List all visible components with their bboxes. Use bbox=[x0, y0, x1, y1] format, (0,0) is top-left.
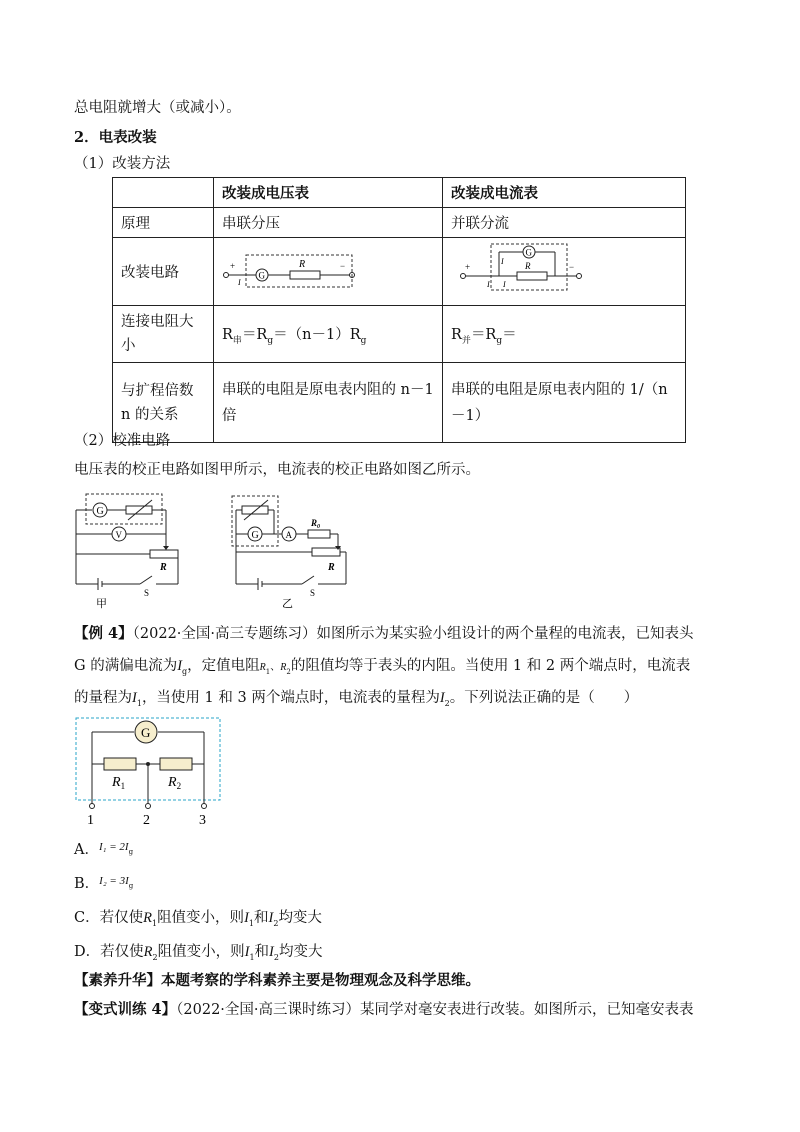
dual-range-ammeter-diagram bbox=[74, 716, 224, 828]
svg-text:G: G bbox=[258, 270, 265, 280]
svg-text:I: I bbox=[487, 280, 490, 289]
example-line-2: G 的满偏电流为$I_g$，定值电阻$R_1$、$R_2$的阻值均等于表头的内阻。当使用 1 和 2 两个端点时，电流表 bbox=[74, 658, 691, 676]
cell-relation-voltage: 串联的电阻是原电表内阻的 n－1 倍 bbox=[214, 363, 443, 443]
table-header-current: 改装成电流表 bbox=[443, 178, 686, 208]
exercise-tag: 【变式训练 4】 bbox=[74, 1001, 177, 1018]
section-heading: 2．电表改装 bbox=[74, 129, 157, 146]
option-a[interactable]: A．$^{I_1 = 2I}_g$ bbox=[74, 841, 134, 858]
svg-text:G: G bbox=[141, 725, 151, 740]
svg-text:G: G bbox=[251, 530, 259, 541]
intro-line: 总电阻就增大（或减小）。 bbox=[74, 100, 241, 116]
svg-text:R1: $R_1$ bbox=[112, 775, 126, 791]
svg-text:R0: $R_0$ bbox=[311, 518, 321, 530]
example-line-1: 【例 4】（2022·全国·高三专题练习）如图所示为某实验小组设计的两个量程的电流表，已知表头 bbox=[74, 625, 694, 642]
example-tag: 【例 4】 bbox=[74, 625, 133, 642]
svg-text:−: − bbox=[340, 260, 346, 271]
svg-text:A: A bbox=[285, 530, 292, 540]
svg-text:I: I bbox=[501, 257, 504, 266]
subheading-calibration: （2）校准电路 bbox=[74, 433, 171, 449]
option-d[interactable]: D．若仅使$R_2$阻值变小，则$I_1$和$I_2$均变大 bbox=[74, 944, 323, 962]
svg-text:R: R bbox=[299, 258, 306, 270]
subheading-method: （1）改装方法 bbox=[74, 156, 171, 172]
row-label-resistance: 连接电阻大小 bbox=[113, 306, 214, 363]
voltmeter-calibration-diagram bbox=[70, 490, 190, 610]
svg-text:S: S bbox=[310, 588, 316, 598]
cell-circuit-voltage bbox=[214, 238, 443, 306]
svg-text:2: 2 bbox=[143, 813, 150, 828]
example-line-3: 的量程为$I_1$，当使用 1 和 3 两个端点时，电流表的量程为$I_2$。下列说法正确的是（ ） bbox=[74, 690, 639, 708]
row-label-principle: 原理 bbox=[113, 208, 214, 238]
cell-resistance-current: $R_并=R_g=$ bbox=[443, 306, 686, 363]
option-c[interactable]: C．若仅使$R_1$阻值变小，则$I_1$和$I_2$均变大 bbox=[74, 910, 322, 928]
svg-text:3: 3 bbox=[199, 813, 206, 828]
svg-text:1: 1 bbox=[87, 813, 94, 828]
svg-text:乙: 乙 bbox=[282, 598, 293, 610]
calibration-description: 电压表的校正电路如图甲所示，电流表的校正电路如图乙所示。 bbox=[74, 462, 480, 478]
svg-text:S: S bbox=[144, 588, 150, 598]
svg-text:R2: $R_2$ bbox=[168, 775, 182, 791]
table-header-empty bbox=[113, 178, 214, 208]
row-label-relation: 与扩程倍数 n 的关系 bbox=[113, 363, 214, 443]
svg-text:−: − bbox=[569, 262, 575, 272]
row-label-circuit: 改装电路 bbox=[113, 238, 214, 306]
svg-text:+: + bbox=[465, 262, 471, 272]
option-b[interactable]: B．$^{I_2 = 3I}_g$ bbox=[74, 875, 134, 892]
cell-resistance-voltage: $R_串=R_g=(n-1)R_g$ bbox=[214, 306, 443, 363]
svg-text:R: R bbox=[160, 562, 167, 573]
cell-principle-voltage: 串联分压 bbox=[214, 208, 443, 238]
svg-text:G: G bbox=[96, 506, 104, 517]
cell-circuit-current bbox=[443, 238, 686, 306]
svg-text:I: I bbox=[238, 277, 241, 287]
svg-text:R: R bbox=[328, 562, 335, 573]
exercise-line: 【变式训练 4】（2022·全国·高三课时练习）某同学对毫安表进行改装。如图所示，已知毫安表表 bbox=[74, 1001, 694, 1018]
svg-text:甲: 甲 bbox=[96, 598, 107, 610]
cell-relation-current: 串联的电阻是原电表内阻的 1/（n－1） bbox=[443, 363, 686, 443]
svg-text:R: R bbox=[525, 261, 531, 271]
table-header-voltage: 改装成电压表 bbox=[214, 178, 443, 208]
ammeter-calibration-diagram bbox=[228, 490, 358, 610]
svg-text:V: V bbox=[115, 530, 122, 540]
voltmeter-conversion-diagram bbox=[222, 245, 422, 295]
svg-text:+: + bbox=[230, 260, 236, 271]
cell-principle-current: 并联分流 bbox=[443, 208, 686, 238]
svg-text:G: G bbox=[525, 247, 532, 258]
summary-line: 【素养升华】本题考察的学科素养主要是物理观念及科学思维。 bbox=[74, 972, 480, 989]
ammeter-conversion-diagram bbox=[451, 242, 651, 297]
conversion-table bbox=[112, 177, 686, 443]
svg-text:I: I bbox=[503, 280, 506, 289]
